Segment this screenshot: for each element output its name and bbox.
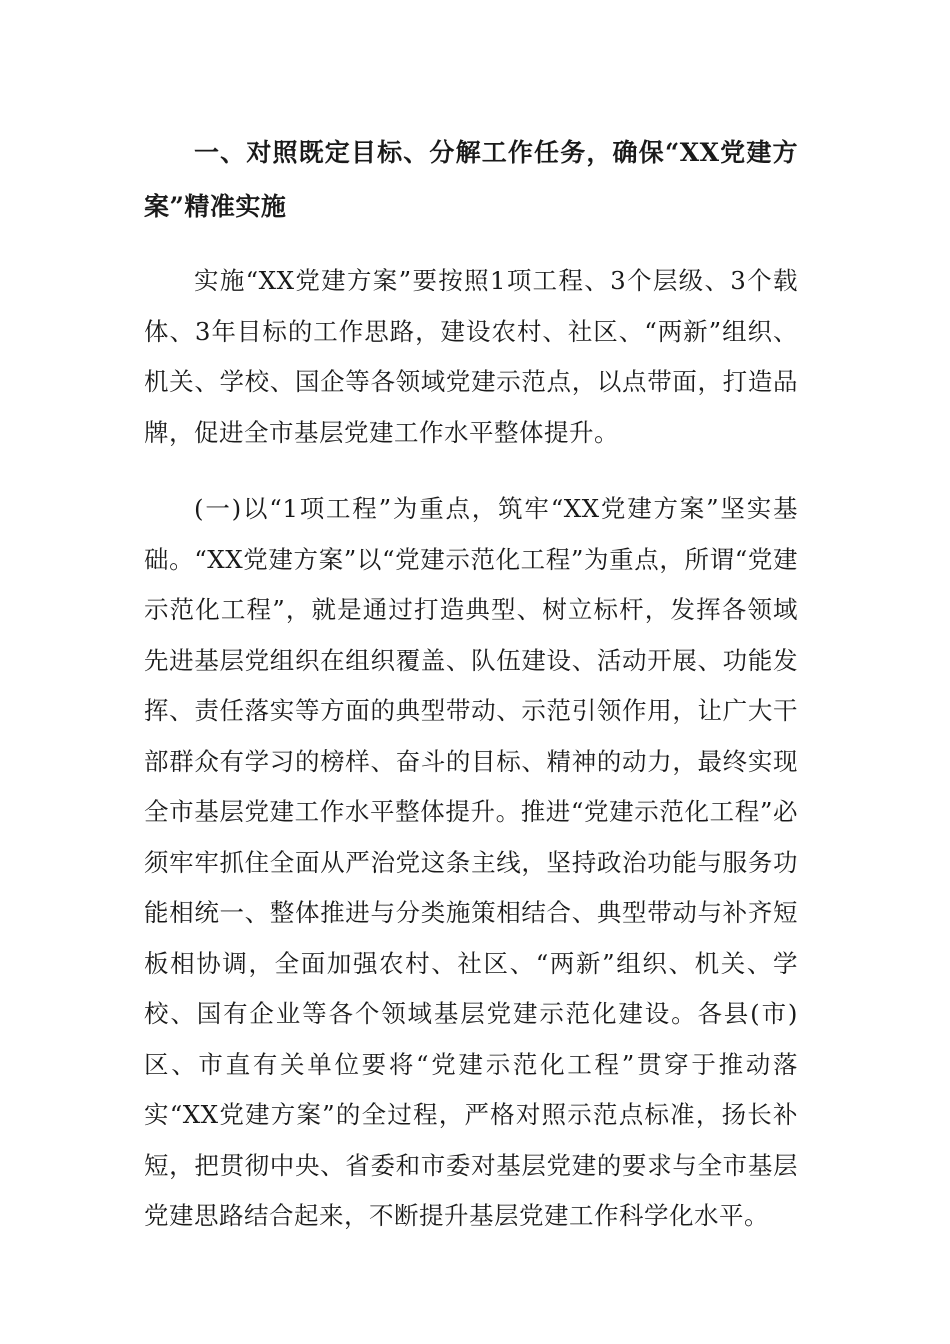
document-body xyxy=(144,126,798,1268)
body-paragraph-2: (一)以“1项工程”为重点，筑牢“XX党建方案”坚实基础。“XX党建方案”以“党建示范化工程”为重点，所谓“党建示范化工程”，就是通过打造典型、树立标杆，发挥各领域先进基层党组织在组织覆盖、队伍建设、活动开展、功能发挥、责任落实等方面的典型带动、示范引领作用，让广大干部群众有学习的榜样、奋斗的目标、精神的动力，最终实现全市基层党建工作水平整体提升。推进“党建示范化工程”必须牢牢抓住全面从严治党这条主线，坚持政治功能与服务功能相统一、整体推进与分类施策相结合、典型带动与补齐短板相协调，全面加强农村、社区、“两新”组织、机关、学校、国有企业等各个领域基层党建示范化建设。各县(市)区、市直有关单位要将“党建示范化工程”贯穿于推动落实“XX党建方案”的全过程，严格对照示范点标准，扬长补短，把贯彻中央、省委和市委对基层党建的要求与全市基层党建思路结合起来，不断提升基层党建工作科学化水平。 xyxy=(144,494,798,1230)
body-paragraph-1: 实施“XX党建方案”要按照1项工程、3个层级、3个载体、3年目标的工作思路，建设农村、社区、“两新”组织、机关、学校、国企等各领域党建示范点，以点带面，打造品牌，促进全市基层党建工作水平整体提升。 xyxy=(144,266,798,447)
section-heading: 一、对照既定目标、分解工作任务，确保“XX党建方案”精准实施 xyxy=(144,138,798,221)
